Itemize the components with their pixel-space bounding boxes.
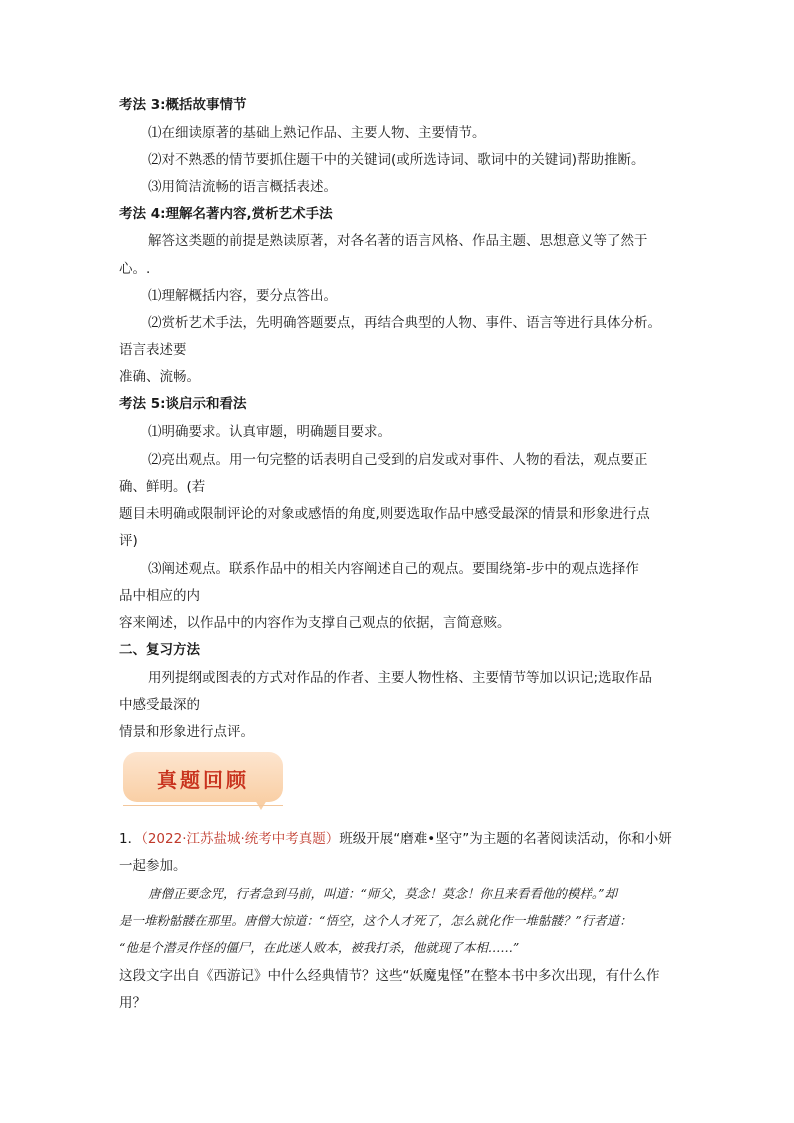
method-4-point-1: ⑴理解概括内容，要分点答出。 — [148, 288, 337, 304]
method-5-point-2-line-2: 确、鲜明。(若 — [119, 479, 206, 495]
question-stem-line-1 — [119, 829, 679, 849]
quote-line-2: 是一堆粉骷髅在那里。唐僧大惊道：“悟空，这个人才死了，怎么就化作一堆骷髅？”行者道： — [119, 913, 632, 928]
method-3-point-1: ⑴在细读原著的基础上熟记作品、主要人物、主要情节。 — [148, 125, 486, 141]
method-3-point-2: ⑵对不熟悉的情节要抓住题干中的关键词(或所选诗词、歌词中的关键词)帮助推断。 — [148, 152, 645, 168]
method-5-point-3-line-1: ⑶阐述观点。联系作品中的相关内容阐述自己的观点。要围绕第-步中的观点选择作 — [148, 561, 639, 577]
question-source: （2022·江苏盐城·统考中考真题） — [141, 831, 340, 847]
method-5-point-2-line-4: 评) — [119, 533, 138, 549]
method-3-point-3: ⑶用简洁流畅的语言概括表述。 — [148, 179, 337, 195]
question-number: 1． — [119, 831, 142, 847]
method-3-heading: 考法 3:概括故事情节 — [119, 97, 247, 113]
section-banner — [123, 752, 283, 802]
section-banner-divider — [123, 805, 283, 806]
review-method-heading: 二、复习方法 — [119, 642, 200, 658]
method-5-point-3-line-3: 容来阐述，以作品中的内容作为支撑自己观点的依据，言简意赅。 — [119, 615, 511, 631]
method-5-point-2-line-3: 题目未明确或限制评论的对象或感悟的角度,则要选取作品中感受最深的情景和形象进行点 — [119, 506, 650, 522]
question-stem-text: 班级开展“磨难•坚守”为主题的名著阅读活动，你和小妍 — [339, 831, 672, 847]
method-4-point-2-line-3: 准确、流畅。 — [119, 369, 200, 385]
quote-line-3: “他是个潜灵作怪的僵尸，在此迷人败本，被我打杀，他就现了本相……” — [119, 940, 520, 955]
method-4-point-2-line-2: 语言表述要 — [119, 342, 187, 358]
quote-line-1: 唐僧正要念咒，行者急到马前，叫道：“师父，莫念！莫念！你且来看看他的模样。”却 — [148, 886, 618, 901]
method-5-point-1: ⑴明确要求。认真审题，明确题目要求。 — [148, 424, 391, 440]
method-4-heading: 考法 4:理解名著内容,赏析艺术手法 — [119, 206, 333, 222]
section-banner-label: 真题回顾 — [157, 768, 249, 792]
review-method-line-1: 用列提纲或图表的方式对作品的作者、主要人物性格、主要情节等加以识记;选取作品 — [148, 670, 653, 686]
question-ask-line-1: 这段文字出自《西游记》中什么经典情节？这些“妖魔鬼怪”在整本书中多次出现，有什么作 — [119, 968, 660, 984]
method-4-intro-line-2: 心。. — [119, 261, 151, 277]
question-ask-line-2: 用？ — [119, 995, 146, 1011]
review-method-line-2: 中感受最深的 — [119, 697, 200, 713]
review-method-line-3: 情景和形象进行点评。 — [119, 724, 254, 740]
method-5-point-3-line-2: 品中相应的内 — [119, 588, 200, 604]
method-5-heading: 考法 5:谈启示和看法 — [119, 396, 247, 412]
method-4-intro-line-1: 解答这类题的前提是熟读原著，对各名著的语言风格、作品主题、思想意义等了然于 — [148, 233, 648, 249]
method-5-point-2-line-1: ⑵亮出观点。用一句完整的话表明自己受到的启发或对事件、人物的看法，观点要正 — [148, 452, 648, 468]
method-4-point-2-line-1: ⑵赏析艺术手法，先明确答题要点，再结合典型的人物、事件、语言等进行具体分析。 — [148, 315, 661, 331]
question-stem-line-2: 一起参加。 — [119, 858, 187, 874]
